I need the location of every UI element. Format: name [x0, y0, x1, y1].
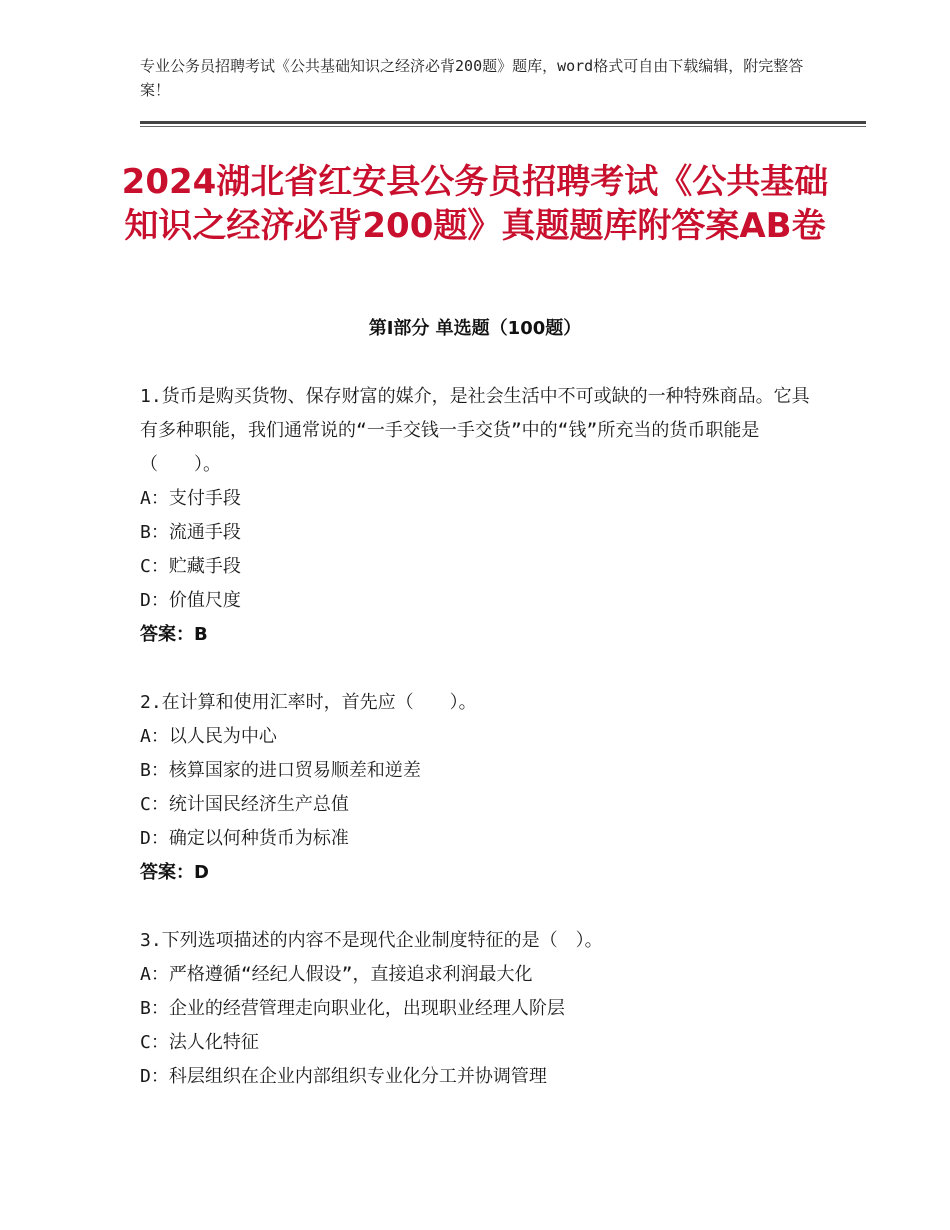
question-3 [140, 924, 820, 1094]
option-d: D：科层组织在企业内部组织专业化分工并协调管理 [140, 1066, 547, 1087]
option-d: D：确定以何种货币为标准 [140, 828, 349, 849]
document-title: 2024湖北省红安县公务员招聘考试《公共基础知识之经济必背200题》真题题库附答案AB卷 [121, 162, 829, 246]
question-2 [140, 686, 820, 890]
option-c: C：统计国民经济生产总值 [140, 794, 349, 815]
option-d: D：价值尺度 [140, 590, 241, 611]
option-b: B：企业的经营管理走向职业化，出现职业经理人阶层 [140, 998, 565, 1019]
header-rule-thin [140, 126, 866, 127]
option-b: B：流通手段 [140, 522, 241, 543]
question-stem: 3.下列选项描述的内容不是现代企业制度特征的是（ ）。 [140, 930, 603, 951]
option-a: A：以人民为中心 [140, 726, 277, 747]
option-c: C：贮藏手段 [140, 556, 241, 577]
option-a: A：严格遵循“经纪人假设”，直接追求利润最大化 [140, 964, 533, 985]
question-stem: 2.在计算和使用汇率时，首先应（ ）。 [140, 692, 477, 713]
question-stem: 1.货币是购买货物、保存财富的媒介，是社会生活中不可或缺的一种特殊商品。它具有多种职能，我们通常说的“一手交钱一手交货”中的“钱”所充当的货币职能是（ ）。 [140, 386, 810, 475]
section-heading: 第Ⅰ部分 单选题（100题） [368, 318, 582, 339]
header-rule-thick [140, 121, 866, 124]
option-b: B：核算国家的进口贸易顺差和逆差 [140, 760, 421, 781]
answer: 答案：B [140, 624, 208, 645]
answer: 答案：D [140, 862, 209, 883]
header-note: 专业公务员招聘考试《公共基础知识之经济必背200题》题库，word格式可自由下载编辑，附完整答案！ [140, 57, 804, 99]
question-1 [140, 380, 820, 652]
option-c: C：法人化特征 [140, 1032, 259, 1053]
option-a: A：支付手段 [140, 488, 241, 509]
